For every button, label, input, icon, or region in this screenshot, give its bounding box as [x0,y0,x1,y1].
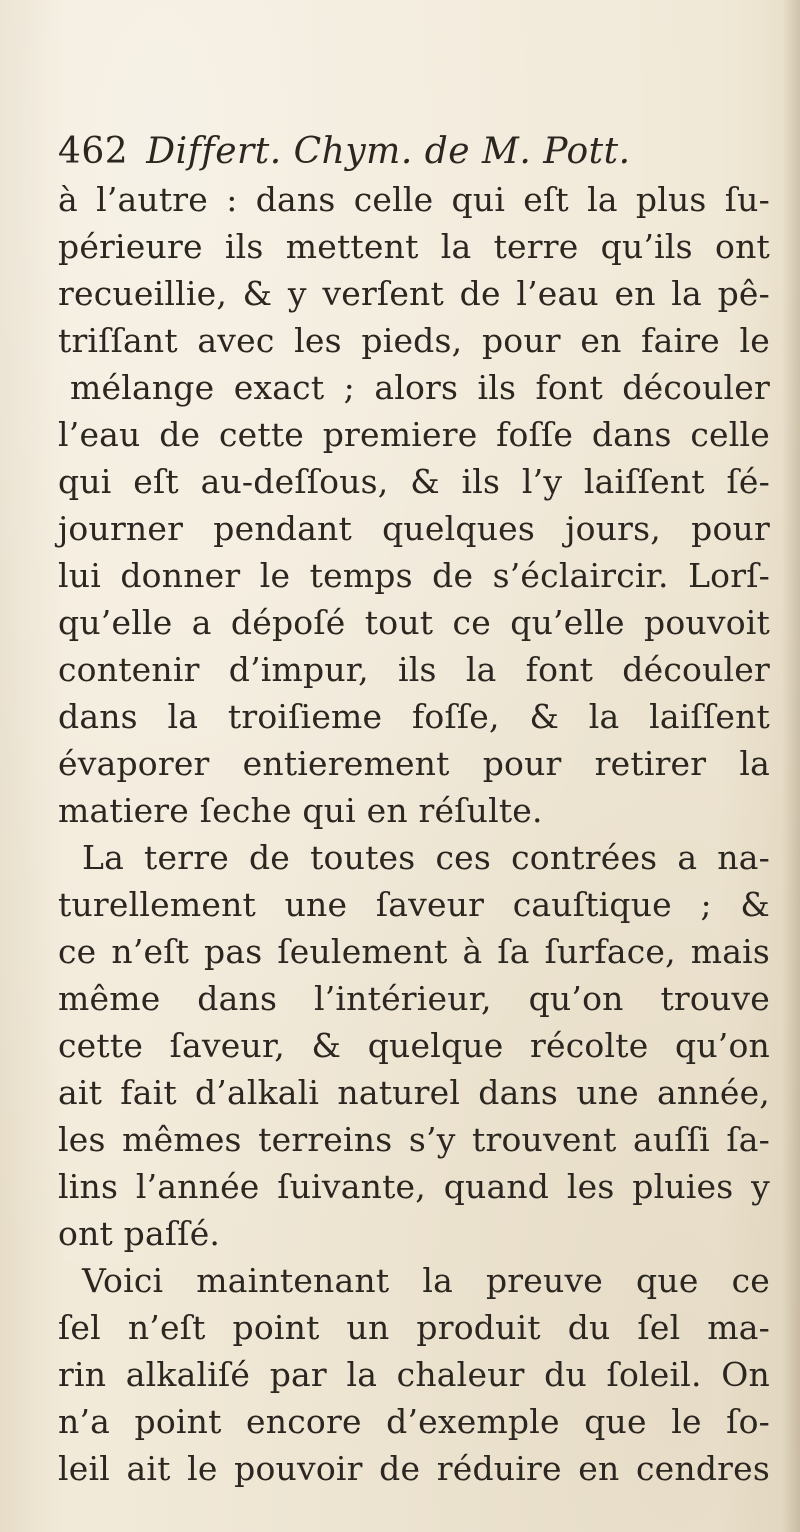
page-number: 462 [58,131,129,172]
text-line: les mêmes terreins s’y trouvent auſſi ſa- [58,1120,770,1159]
text-line: ait fait d’alkali naturel dans une année, [58,1073,770,1112]
body-text [58,176,770,1492]
text-line: lins l’année ſuivante, quand les pluies y [58,1167,770,1206]
text-line: triſſant avec les pieds, pour en faire le [58,321,770,360]
text-line: périeure ils mettent la terre qu’ils ont [58,227,770,266]
text-line: ont paſſé. [58,1214,221,1253]
text-line: rin alkaliſé par la chaleur du ſoleil. On [58,1355,770,1394]
text-line: ſel n’eſt point un produit du ſel ma- [58,1308,770,1347]
text-line: à l’autre : dans celle qui eſt la plus ſu- [58,180,770,219]
text-line: journer pendant quelques jours, pour [58,509,770,548]
running-title: Differt. Chym. de M. Pott. [146,131,631,172]
paragraph-start-line: Voici maintenant la preuve que ce [82,1261,770,1300]
text-line: évaporer entierement pour retirer la [58,744,770,783]
text-line: cette ſaveur, & quelque récolte qu’on [58,1026,770,1065]
text-line: turellement une ſaveur cauſtique ; & [58,885,770,924]
text-line: leil ait le pouvoir de réduire en cendres [58,1449,770,1488]
text-line: n’a point encore d’exemple que le ſo- [58,1402,770,1441]
running-header [58,126,758,178]
text-line: matiere ſeche qui en réſulte. [58,791,543,830]
text-line: qui eſt au-deſſous, & ils l’y laiſſent ſé- [58,462,770,501]
paragraph-start-line: La terre de toutes ces contrées a na- [82,838,770,877]
text-line: recueillie, & y verſent de l’eau en la pê- [58,274,770,313]
text-line: dans la troiſieme foſſe, & la laiſſent [58,697,770,736]
text-line: lui donner le temps de s’éclaircir. Lorſ- [58,556,770,595]
text-line: mélange exact ; alors ils font découler [70,368,770,407]
page-edge-shadow [782,0,800,1532]
text-line: même dans l’intérieur, qu’on trouve [58,979,770,1018]
text-line: qu’elle a dépoſé tout ce qu’elle pouvoit [58,603,770,642]
text-line: contenir d’impur, ils la font découler [58,650,770,689]
text-line: ce n’eſt pas ſeulement à ſa ſurface, mais [58,932,770,971]
text-line: l’eau de cette premiere foſſe dans celle [58,415,770,454]
